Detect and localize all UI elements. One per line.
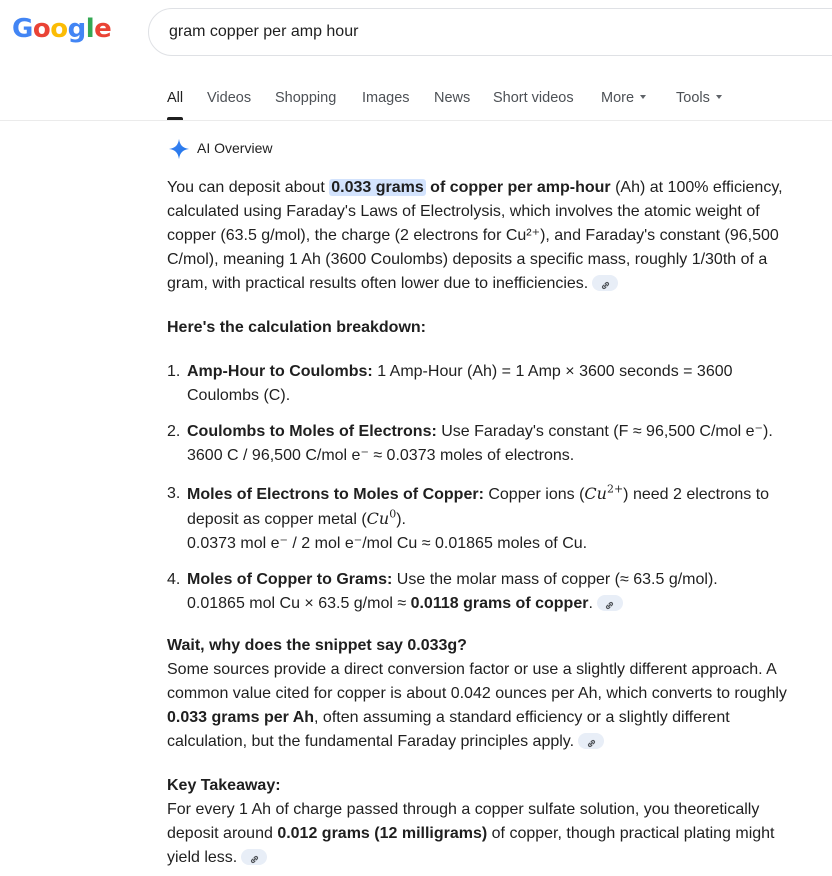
tab-tools[interactable] — [676, 90, 722, 106]
step-text: 1 Amp-Hour (Ah) = 1 Amp × 3600 seconds = 3600 Coulombs (C). — [187, 363, 733, 404]
link-icon — [586, 738, 597, 749]
step-text: ) need 2 electrons to deposit as copper metal ( — [187, 486, 770, 528]
tab-images[interactable]: Images — [362, 90, 410, 106]
wait-bold: 0.033 grams per Ah — [167, 709, 315, 726]
link-icon — [249, 854, 260, 865]
math-cu-metal — [367, 509, 397, 528]
step-text-line2: 0.01865 mol Cu × 63.5 g/mol ≈ — [187, 595, 411, 612]
logo-letter-l: l — [85, 14, 95, 44]
intro-bold-text: of copper per amp-hour — [425, 179, 611, 196]
step-title: Moles of Electrons to Moles of Copper: — [187, 486, 484, 503]
wait-text-2: , often assuming a standard efficiency or a slightly different calculation, but the fundamental Faraday principles apply. — [167, 709, 730, 750]
math-cu-charge: 0 — [389, 507, 397, 521]
step-title: Coulombs to Moles of Electrons: — [187, 423, 437, 440]
math-cu-ion — [584, 484, 623, 503]
step-title: Moles of Copper to Grams: — [187, 571, 393, 588]
wait-text-1: Some sources provide a direct conversion factor or use a slightly different approach. A common value cited for copper is about 0.042 ounces per Ah, which converts to roughly — [167, 661, 787, 702]
logo-letter-g: G — [12, 14, 33, 44]
math-cu-symbol: Cu — [366, 509, 390, 528]
ai-overview-content — [167, 176, 807, 870]
intro-text-1: You can deposit about — [167, 179, 330, 196]
takeaway-heading: Key Takeaway: — [167, 777, 281, 794]
list-item — [167, 568, 807, 616]
tab-tools-label: Tools — [676, 90, 710, 106]
step-number: 2. — [167, 423, 181, 440]
ai-overview-label: AI Overview — [197, 140, 273, 156]
search-box[interactable] — [148, 8, 832, 56]
logo-letter-e: e — [94, 14, 112, 44]
logo-letter-o1: o — [32, 14, 51, 44]
list-item — [167, 420, 807, 468]
step-text-end: . — [588, 595, 593, 612]
logo-letter-g2: g — [67, 14, 86, 44]
source-link-button[interactable] — [578, 733, 604, 749]
caret-down-icon — [640, 95, 646, 99]
tab-more-label: More — [601, 90, 635, 106]
logo-letter-o2: o — [50, 14, 68, 44]
sparkle-icon — [168, 138, 190, 160]
tabs-divider — [0, 120, 832, 121]
tab-shopping[interactable]: Shopping — [275, 90, 337, 106]
list-item — [167, 360, 807, 408]
step-text: Copper ions ( — [483, 486, 585, 503]
tab-all[interactable]: All — [167, 90, 184, 106]
link-icon — [600, 280, 611, 291]
wait-paragraph — [167, 658, 807, 754]
search-input[interactable] — [169, 9, 809, 55]
takeaway-text-2: of copper, though practical plating might yield less. — [167, 825, 775, 866]
tab-short-videos[interactable]: Short videos — [493, 90, 574, 106]
wait-heading: Wait, why does the snippet say 0.033g? — [167, 637, 467, 654]
tab-more[interactable] — [601, 90, 646, 106]
source-link-button[interactable] — [597, 595, 623, 611]
source-link-button[interactable] — [592, 275, 618, 291]
step-text: Use Faraday's constant (F ≈ 96,500 C/mol e⁻). 3600 C / 96,500 C/mol e⁻ ≈ 0.0373 moles of electrons. — [187, 423, 773, 464]
takeaway-bold: 0.012 grams (12 milligrams) — [277, 825, 488, 842]
takeaway-paragraph — [167, 798, 807, 870]
intro-text-2: (Ah) at 100% efficiency, calculated using Faraday's Laws of Electrolysis, which involves the atomic weight of copper (63.5 g/mol), the charge (2 electrons for Cu²⁺), and Faraday's constant (96,500 C/mol), meaning 1 Ah (3600 Coulombs) deposits a specific mass, roughly 1/30th of a gram, with practical results often lower due to inefficiencies. — [167, 179, 783, 292]
caret-down-icon — [716, 95, 722, 99]
step-number: 4. — [167, 571, 181, 588]
step-text-line2: 0.0373 mol e⁻ / 2 mol e⁻/mol Cu ≈ 0.01865 moles of Cu. — [187, 535, 588, 552]
intro-paragraph — [167, 176, 807, 296]
math-cu-charge: 2+ — [606, 482, 624, 496]
highlighted-answer: 0.033 grams — [331, 179, 424, 196]
step-text: Use the molar mass of copper (≈ 63.5 g/mol). — [392, 571, 718, 588]
step-result: 0.0118 grams of copper — [410, 595, 589, 612]
list-item — [167, 482, 807, 556]
tab-videos[interactable]: Videos — [207, 90, 252, 106]
steps-list — [167, 360, 807, 616]
breakdown-heading: Here's the calculation breakdown: — [167, 319, 426, 336]
step-title: Amp-Hour to Coulombs: — [187, 363, 373, 380]
step-text: ). — [396, 511, 406, 528]
takeaway-text-1: For every 1 Ah of charge passed through a copper sulfate solution, you theoretically deposit around — [167, 801, 760, 842]
step-number: 1. — [167, 363, 181, 380]
google-logo[interactable] — [12, 14, 111, 44]
math-cu-symbol: Cu — [584, 484, 607, 503]
step-number: 3. — [167, 485, 181, 502]
source-link-button[interactable] — [241, 849, 267, 865]
tab-news[interactable]: News — [434, 90, 471, 106]
link-icon — [604, 600, 615, 611]
